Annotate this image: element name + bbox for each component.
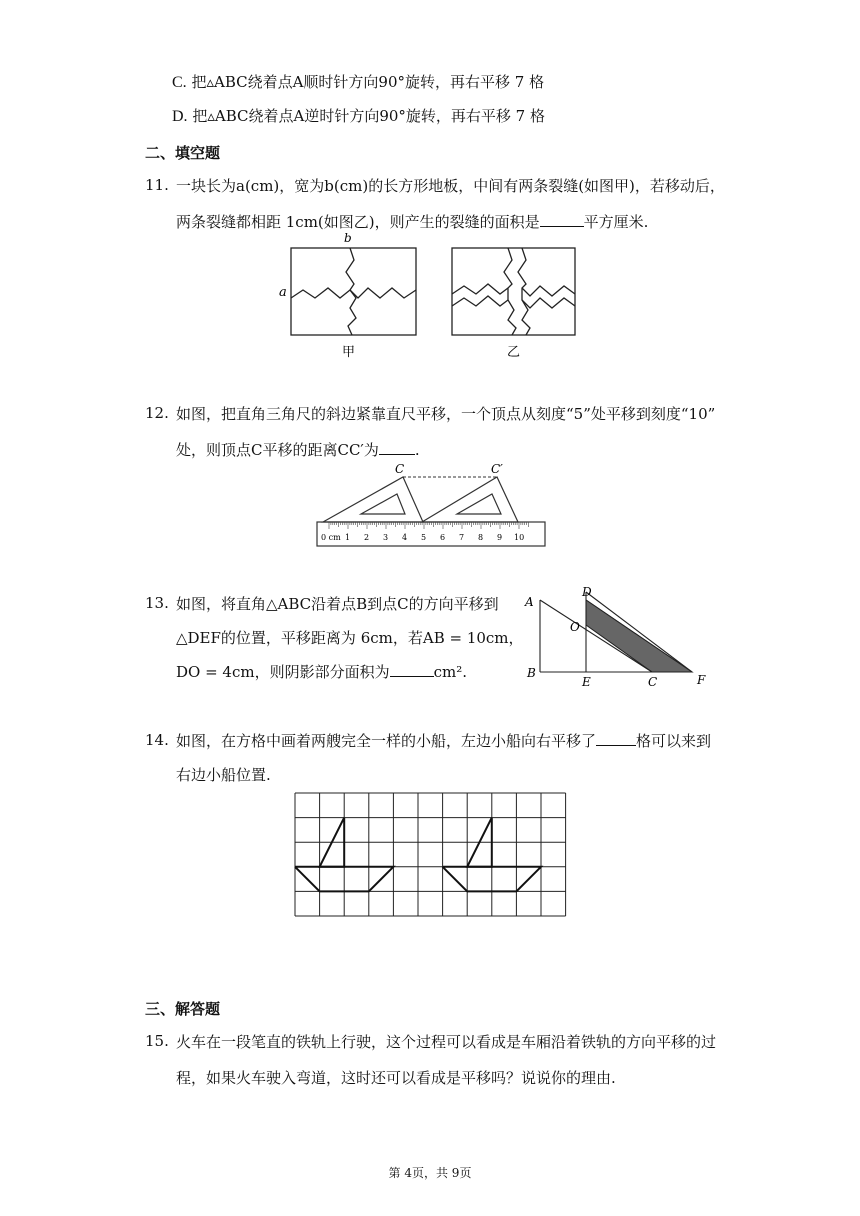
q14-line1	[176, 731, 711, 751]
q13-shaded-region	[586, 600, 692, 672]
q11-caption-left: 甲	[342, 345, 356, 360]
q12-figure	[315, 462, 550, 548]
q13-line3	[176, 662, 467, 682]
q12-number: 12.	[145, 404, 169, 422]
q13-line1: 如图，将直角△ABC沿着点B到点C的方向平移到	[176, 595, 499, 613]
q12-answer-blank[interactable]	[379, 440, 415, 455]
q11-caption-right: 乙	[507, 345, 521, 360]
q14-line1-text: 如图，在方格中画着两艘完全一样的小船，左边小船向右平移了	[176, 732, 597, 750]
q13-label-f: F	[697, 673, 706, 687]
q11-crack-right-h1a	[452, 284, 508, 294]
q11-line1: 一块长为a(cm)，宽为b(cm)的长方形地板，中间有两条裂缝(如图甲)，若移动后，	[176, 177, 725, 195]
q14-line2: 右边小船位置.	[176, 766, 271, 784]
option-c	[172, 72, 544, 93]
q12-triangle-right	[422, 477, 518, 522]
q12-line2-tail: .	[414, 441, 420, 459]
q12-tick-label-4: 4	[402, 533, 408, 542]
option-c-text: 把▵ABC绕着点A顺时针方向90°旋转，再右平移 7 格	[191, 73, 545, 91]
q11-crack-right-h2a	[522, 286, 575, 296]
page-footer: 第 4页，共 9页	[388, 1166, 472, 1180]
q13-answer-blank[interactable]	[390, 662, 434, 677]
option-c-letter: C.	[172, 74, 187, 91]
option-d-letter: D.	[172, 108, 188, 125]
q13-label-b: B	[527, 666, 536, 680]
option-d	[172, 106, 545, 127]
q14-line1-tail: 格可以来到	[636, 732, 712, 750]
q15-number: 15.	[145, 1032, 169, 1050]
q13-line3-text: DO = 4cm，则阴影部分面积为	[176, 663, 390, 681]
q13-line3-tail: cm².	[433, 663, 468, 681]
q11-crack-right-v2	[518, 248, 530, 335]
q13-figure	[522, 584, 722, 688]
q11-crack-left-h2	[350, 288, 416, 298]
q14-answer-blank[interactable]	[596, 731, 636, 746]
q11-label-a: a	[279, 285, 287, 300]
q14-grid	[295, 793, 566, 916]
q14-number: 14.	[145, 731, 169, 749]
q15-line2: 程，如果火车驶入弯道，这时还可以看成是平移吗？说说你的理由.	[176, 1069, 616, 1087]
q12-tick-label-1: 2	[364, 533, 370, 542]
q11-line2-text: 两条裂缝都相距 1cm(如图乙)，则产生的裂缝的面积是	[176, 213, 540, 231]
q12-tick-label-5: 5	[421, 533, 427, 542]
q12-tick-label-first: 1	[345, 533, 351, 542]
q11-figure	[270, 228, 590, 363]
q11-crack-right-v1	[504, 248, 516, 335]
q12-tick-label-7: 7	[459, 533, 465, 542]
q12-line2	[176, 440, 420, 460]
q11-line2-tail: 平方厘米.	[583, 213, 649, 231]
q12-tick-label-10: 10	[514, 533, 525, 542]
q12-ruler-ticks	[329, 522, 529, 529]
q14-figure	[295, 793, 567, 919]
section-fill-heading: 二、填空题	[145, 144, 221, 162]
q11-crack-right-h1b	[452, 296, 508, 306]
q12-label-c: C	[395, 462, 405, 476]
q12-ruler-unit: 0 cm	[321, 533, 341, 542]
q13-label-c: C	[648, 675, 658, 689]
q11-crack-right-h2b	[522, 298, 575, 308]
option-d-text: 把▵ABC绕着点A逆时针方向90°旋转，再右平移 7 格	[192, 107, 545, 125]
q12-triangle-left	[323, 477, 423, 522]
section-answer-heading: 三、解答题	[145, 1000, 221, 1018]
q11-answer-blank[interactable]	[540, 212, 584, 227]
q12-tick-label-3: 3	[383, 533, 389, 542]
q11-crack-left-h1	[291, 288, 350, 298]
q11-label-b: b	[344, 231, 352, 245]
q13-label-a: A	[525, 595, 534, 609]
q13-label-d: D	[582, 585, 592, 599]
q12-ruler	[317, 522, 545, 546]
q12-line1: 如图，把直角三角尺的斜边紧靠直尺平移，一个顶点从刻度“5”处平移到刻度“10”	[176, 405, 716, 423]
q15-line1: 火车在一段笔直的铁轨上行驶，这个过程可以看成是车厢沿着铁轨的方向平移的过	[176, 1033, 717, 1051]
q11-number: 11.	[145, 176, 169, 194]
q13-label-e: E	[582, 675, 591, 689]
q13-number: 13.	[145, 594, 169, 612]
q12-line2-text: 处，则顶点C平移的距离CC′为	[176, 441, 379, 459]
q13-line2: △DEF的位置，平移距离为 6cm，若AB = 10cm，	[176, 629, 524, 647]
q12-label-c-prime: C′	[491, 462, 503, 476]
q12-tick-label-9: 9	[497, 533, 503, 542]
q12-tick-label-8: 8	[478, 533, 484, 542]
q13-label-o: O	[570, 620, 580, 634]
q12-tick-label-6: 6	[440, 533, 446, 542]
